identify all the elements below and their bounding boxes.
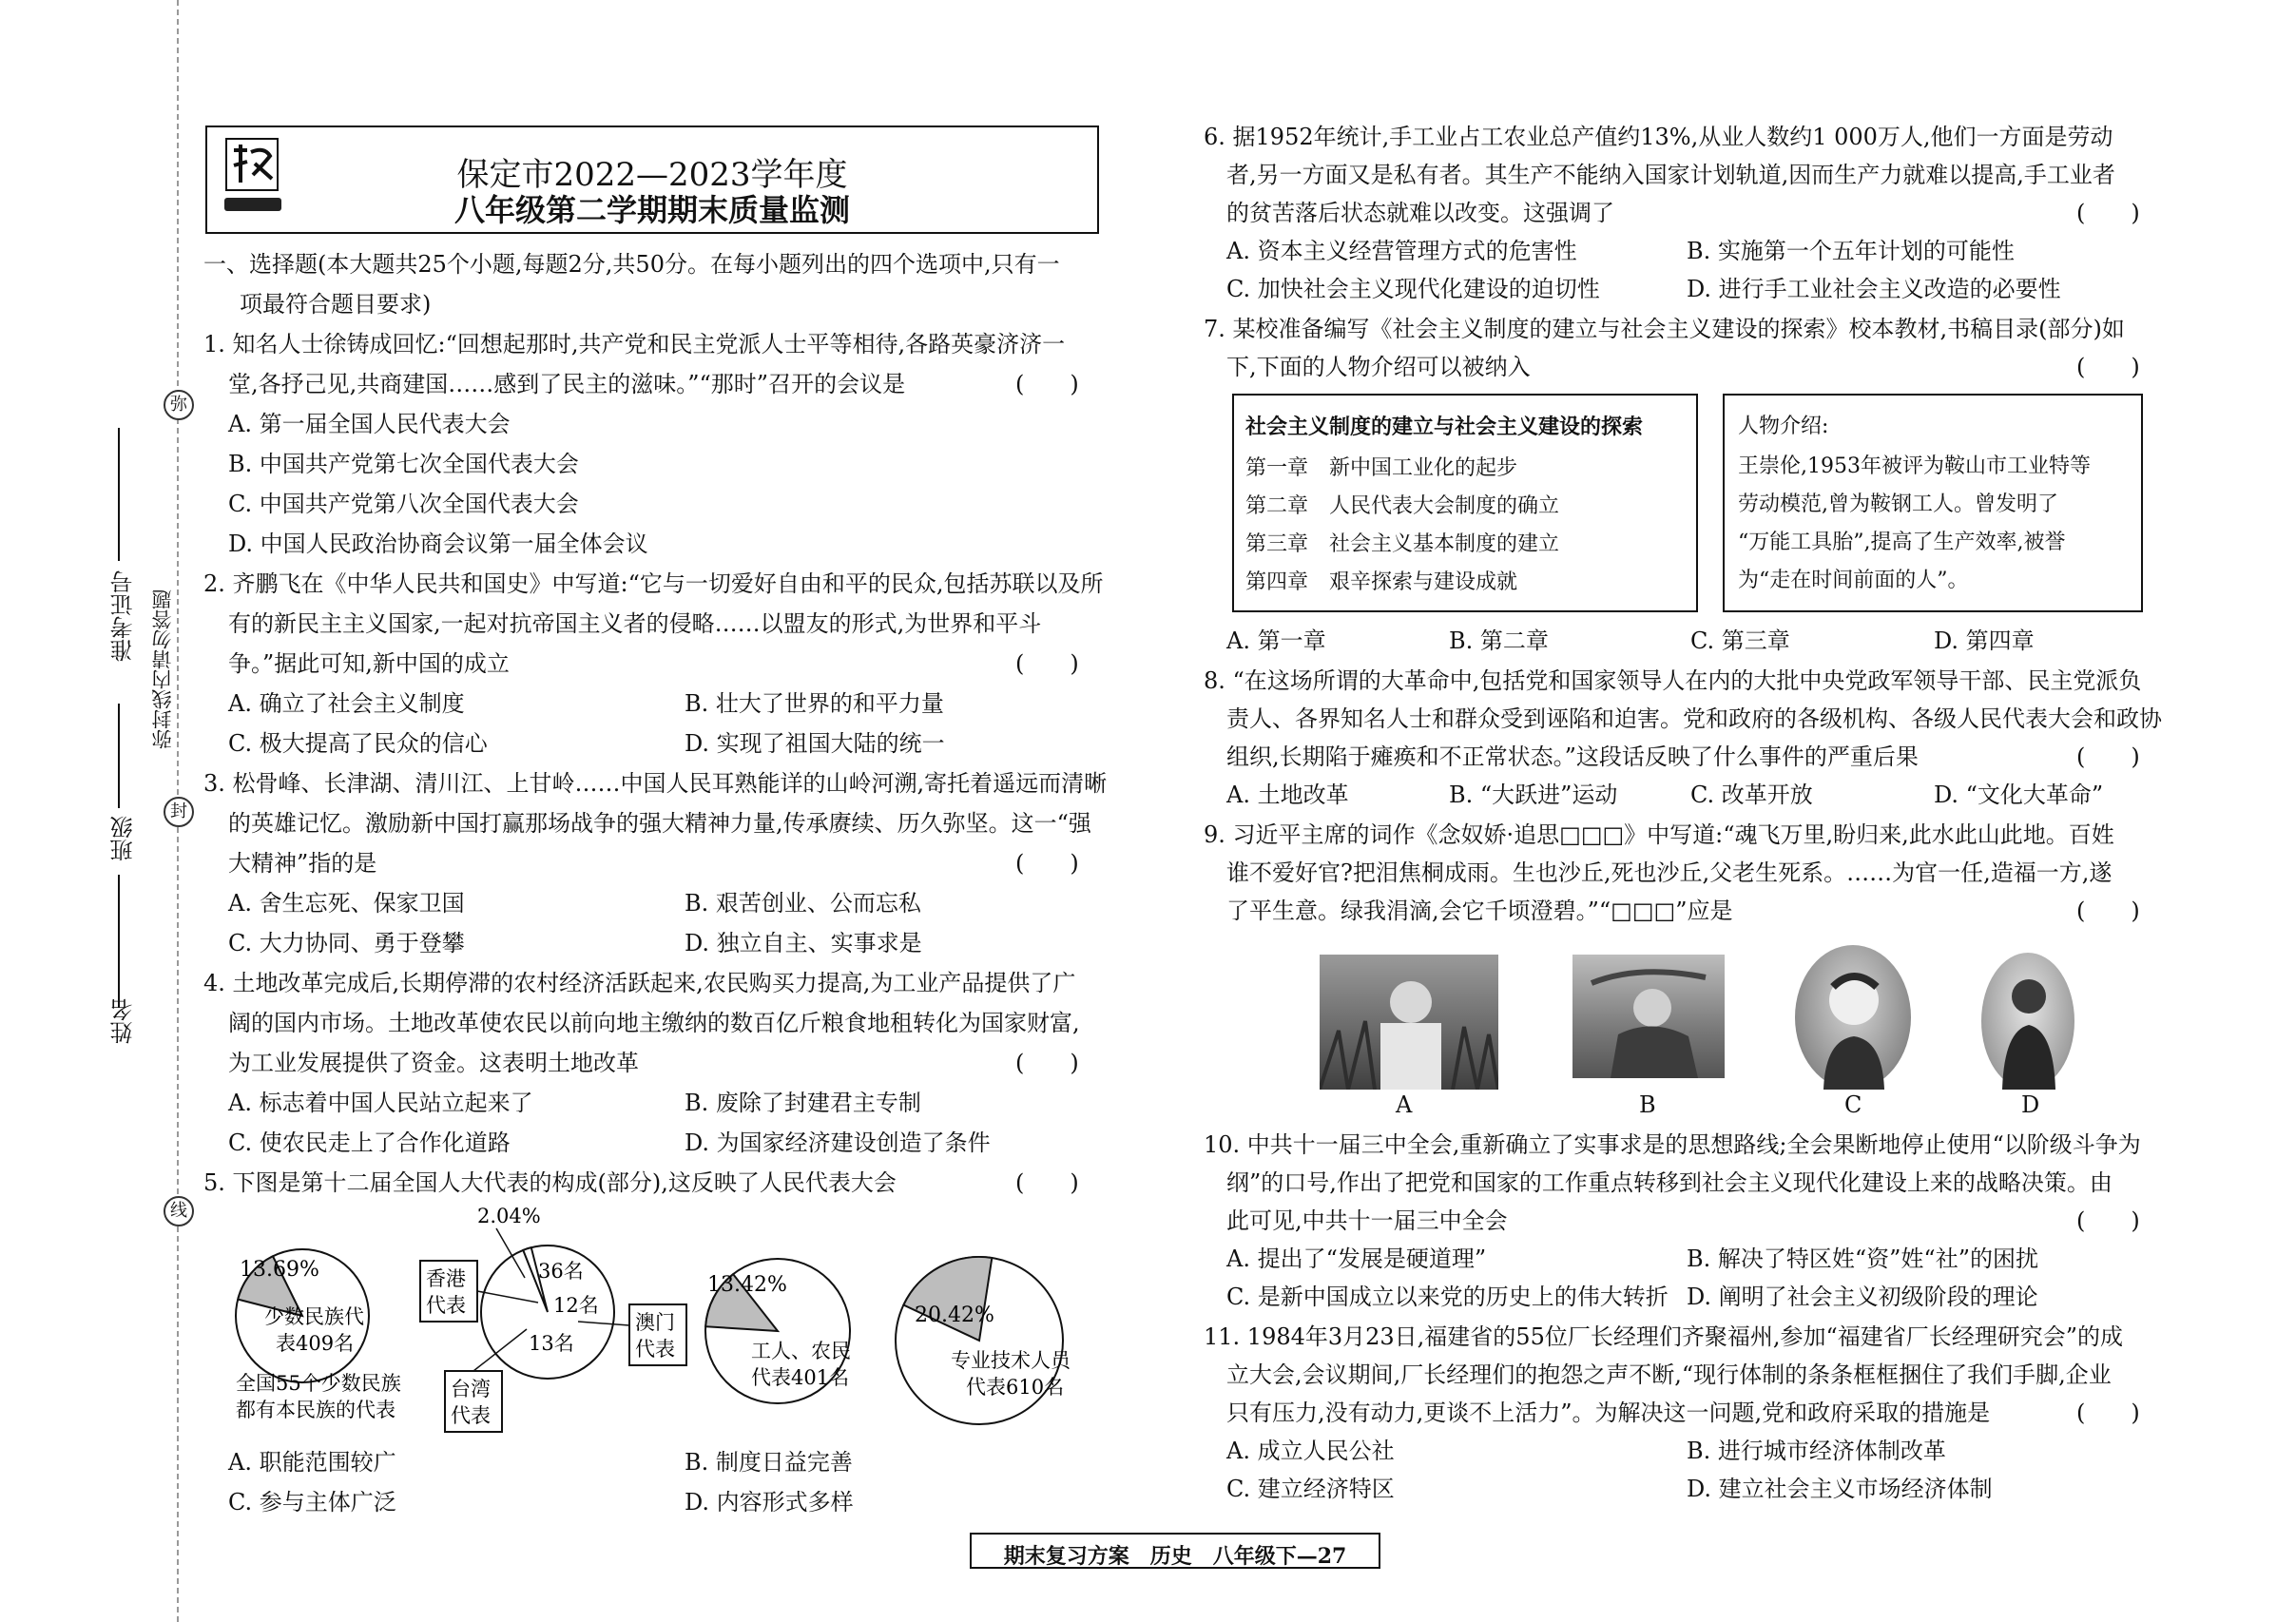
pie1-label-l2: 表409名 [276,1332,355,1355]
callout-macau-l2: 代表 [635,1338,675,1361]
footer-text: 期末复习方案 历史 八年级下—27 [1003,1544,1347,1569]
pie-professionals [896,1257,1063,1424]
q1-option-a[interactable]: A. 第一届全国人民代表大会 [228,411,511,437]
toc-title: 社会主义制度的建立与社会主义建设的探索 [1245,415,1644,439]
seal-char-2: 封 [164,797,194,827]
q4-stem-cont2: 为工业发展提供了资金。这表明土地改革 [228,1050,639,1076]
pie4-pct: 20.42% [915,1303,994,1327]
q10-option-d[interactable]: D. 阐明了社会主义初级阶段的理论 [1687,1284,2038,1310]
q5-pie-figure [219,1200,1093,1438]
seal-notice: 弥封线内请勿答题 [151,589,174,749]
q8-option-d[interactable]: D. “文化大革命” [1934,782,2104,808]
minority-note-l2: 都有本民族的代表 [236,1399,396,1421]
q11-option-d[interactable]: D. 建立社会主义市场经济体制 [1687,1476,1993,1502]
callout-hongkong-l2: 代表 [426,1294,466,1317]
q11-option-b[interactable]: B. 进行城市经济体制改革 [1687,1438,1946,1464]
historical-portrait-image [1981,953,2074,1090]
q3-option-d[interactable]: D. 独立自主、实事求是 [685,930,922,956]
q7-stem-cont: 下,下面的人物介绍可以被纳入 [1226,354,1531,380]
q4-option-b[interactable]: B. 废除了封建君主专制 [685,1090,921,1116]
pie3-label-l1: 工人、农民 [751,1340,851,1362]
q2-option-b[interactable]: B. 壮大了世界的和平力量 [685,690,944,717]
q6-option-d[interactable]: D. 进行手工业社会主义改造的必要性 [1687,276,2061,302]
q11-stem-cont2: 只有压力,没有动力,更谈不上活力”。为解决这一问题,党和政府采取的措施是 [1226,1400,1991,1426]
q6-answer-blank[interactable]: ( ) [2076,200,2140,226]
q1-option-c[interactable]: C. 中国共产党第八次全国代表大会 [228,491,579,517]
q10-stem: 10. 中共十一届三中全会,重新确立了实事求是的思想路线;全会果断地停止使用“以阶级斗争为 [1204,1131,2141,1158]
q11-stem: 11. 1984年3月23日,福建省的55位厂长经理们齐聚福州,参加“福建省厂长经理研究会”的成 [1204,1323,2124,1350]
q5-answer-blank[interactable]: ( ) [1015,1169,1079,1196]
name-line[interactable] [118,875,120,1008]
section-title-cont: 项最符合题目要求) [240,291,432,318]
q7-answer-blank[interactable]: ( ) [2076,354,2140,380]
photo-label-b: B [1639,1091,1656,1118]
q1-option-d[interactable]: D. 中国人民政治协商会议第一届全体会议 [228,531,648,557]
q6-option-b[interactable]: B. 实施第一个五年计划的可能性 [1687,238,2015,264]
q1-answer-blank[interactable]: ( ) [1015,371,1079,397]
q2-stem-cont: 有的新民主主义国家,一起对抗帝国主义者的侵略……以盟友的形式,为世界和平斗 [228,610,1042,637]
callout-taiwan-l2: 代表 [451,1404,491,1427]
page-footer [970,1533,1380,1569]
q7-toc-box [1232,394,1698,612]
q8-answer-blank[interactable]: ( ) [2076,743,2140,770]
seal-char-3: 线 [164,1196,194,1226]
q3-stem: 3. 松骨峰、长津湖、清川江、上甘岭……中国人民耳熟能详的山岭河溯,寄托着遥远而清晰 [203,770,1108,797]
q6-stem: 6. 据1952年统计,手工业占工农业总产值约13%,从业人数约1 000万人,他们一方面是劳动 [1204,124,2113,150]
q7-option-a[interactable]: A. 第一章 [1226,628,1326,654]
pie2-pct: 2.04% [477,1205,541,1227]
q10-option-b[interactable]: B. 解决了特区姓“资”姓“社”的困扰 [1687,1245,2038,1272]
photo-label-a: A [1396,1091,1413,1118]
q8-stem-cont: 责人、各界知名人士和群众受到诬陷和迫害。党和政府的各级机构、各级人民代表大会和政协 [1226,705,2162,732]
q4-option-a[interactable]: A. 标志着中国人民站立起来了 [228,1090,533,1116]
q7-stem: 7. 某校准备编写《社会主义制度的建立与社会主义建设的探索》校本教材,书稿目录(部分)如 [1204,316,2125,342]
exam-title-line2: 八年级第二学期期末质量监测 [453,192,850,228]
q9-stem: 9. 习近平主席的词作《念奴娇·追思□□□》中写道:“魂飞万里,盼归来,此水此山此地。百姓 [1204,821,2114,848]
q10-option-c[interactable]: C. 是新中国成立以来党的历史上的伟大转折 [1226,1284,1669,1310]
exam-title-line1: 保定市2022—2023学年度 [456,156,848,194]
q11-option-a[interactable]: A. 成立人民公社 [1226,1438,1395,1464]
q4-stem-cont: 阔的国内市场。土地改革使农民以前向地主缴纳的数百亿斤粮食地租转化为国家财富, [228,1010,1080,1036]
class-line[interactable] [118,704,120,808]
q3-stem-cont: 的英雄记忆。激励新中国打赢那场战争的强大精神力量,传承赓续、历久弥坚。这一“强 [228,810,1091,837]
q4-stem: 4. 土地改革完成后,长期停滞的农村经济活跃起来,农民购买力提高,为工业产品提供了广 [203,970,1076,996]
photo-option-c[interactable] [1795,945,1911,1090]
q2-option-c[interactable]: C. 极大提高了民众的信心 [228,730,488,757]
q10-stem-cont2: 此可见,中共十一届三中全会 [1226,1207,1508,1234]
bio-title: 人物介绍: [1738,415,1829,438]
callout-hongkong-l1: 香港 [426,1267,466,1290]
photo-label-d: D [2021,1091,2040,1118]
q2-answer-blank[interactable]: ( ) [1015,650,1079,677]
q2-option-d[interactable]: D. 实现了祖国大陆的统一 [685,730,945,757]
q4-option-d[interactable]: D. 为国家经济建设创造了条件 [685,1130,991,1156]
photo-option-b[interactable] [1572,955,1725,1078]
person-in-field-image [1320,955,1498,1090]
q2-stem-cont2: 争。”据此可知,新中国的成立 [228,650,510,677]
pie4-label-l2: 代表610名 [966,1376,1065,1399]
q11-option-c[interactable]: C. 建立经济特区 [1226,1476,1395,1502]
person-in-mud-image [1572,955,1725,1078]
q2-option-a[interactable]: A. 确立了社会主义制度 [228,690,465,717]
name-label: 姓名 [110,998,137,1044]
pie3-pct: 13.42% [707,1273,787,1297]
q7-option-b[interactable]: B. 第二章 [1449,628,1549,654]
q7-option-d[interactable]: D. 第四章 [1934,628,2035,654]
pie1-pct: 13.69% [240,1258,319,1282]
q11-answer-blank[interactable]: ( ) [2076,1400,2140,1426]
photo-option-a[interactable] [1320,955,1498,1090]
title-box [205,126,1099,234]
q5-option-a[interactable]: A. 职能范围较广 [228,1449,396,1476]
minority-note-l1: 全国55个少数民族 [236,1372,401,1395]
q9-stem-cont2: 了平生意。绿我涓滴,会它千顷澄碧。”“□□□”应是 [1226,898,1733,924]
q10-stem-cont: 纲”的口号,作出了把党和国家的工作重点转移到社会主义现代化建设上来的战略决策。由 [1226,1169,2113,1196]
bio-line-2: 劳动模范,曾为鞍钢工人。曾发明了 [1738,492,2058,516]
q11-stem-cont: 立大会,会议期间,厂长经理们的抱怨之声不断,“现行体制的条条框框捆住了我们手脚,企业 [1226,1361,2112,1388]
pie2-count-tw: 13名 [529,1332,574,1355]
photo-option-d[interactable] [1981,953,2074,1090]
q3-option-a[interactable]: A. 舍生忘死、保家卫国 [228,890,465,917]
pie2-count-hk: 36名 [538,1260,584,1283]
photo-label-c: C [1844,1091,1862,1118]
q8-option-c[interactable]: C. 改革开放 [1690,782,1813,808]
pie1-label-l1: 少数民族代 [264,1305,364,1328]
bio-line-3: “万能工具胎”,提高了生产效率,被誉 [1738,531,2066,554]
q1-stem-cont: 堂,各抒己见,共商建国……感到了民主的滋味。”“那时”召开的会议是 [228,371,906,397]
q3-stem-cont2: 大精神”指的是 [228,850,377,877]
q9-answer-blank[interactable]: ( ) [2076,898,2140,924]
q8-stem: 8. “在这场所谓的大革命中,包括党和国家领导人在内的大批中央党政军领导干部、民主党派负 [1204,667,2142,694]
section-title: 一、选择题(本大题共25个小题,每题2分,共50分。在每小题列出的四个选项中,只有一 [203,251,1060,278]
q6-option-c[interactable]: C. 加快社会主义现代化建设的迫切性 [1226,276,1600,302]
class-label: 班级 [110,816,137,861]
pie4-label-l1: 专业技术人员 [951,1349,1071,1372]
q5-option-b[interactable]: B. 制度日益完善 [685,1449,853,1476]
q1-stem: 1. 知名人士徐铸成回忆:“回想起那时,共产党和民主党派人士平等相待,各路英豪济济一 [203,331,1066,357]
q5-option-c[interactable]: C. 参与主体广泛 [228,1489,396,1516]
toc-chapter-2: 第二章 人民代表大会制度的确立 [1245,494,1560,518]
seal-char-1: 弥 [164,390,194,420]
q3-option-c[interactable]: C. 大力协同、勇于登攀 [228,930,465,956]
q5-option-d[interactable]: D. 内容形式多样 [685,1489,854,1516]
q8-option-a[interactable]: A. 土地改革 [1226,782,1349,808]
q2-stem: 2. 齐鹏飞在《中华人民共和国史》中写道:“它与一切爱好自由和平的民众,包括苏联以及所 [203,570,1104,597]
callout-taiwan-l1: 台湾 [451,1378,491,1400]
q6-stem-cont: 者,另一方面又是私有者。其生产不能纳入国家计划轨道,因而生产力就难以提高,手工业者 [1226,162,2115,188]
toc-chapter-3: 第三章 社会主义基本制度的建立 [1245,532,1560,556]
q3-option-b[interactable]: B. 艰苦创业、公而忘私 [685,890,921,917]
exam-number-line[interactable] [118,428,120,561]
q3-answer-blank[interactable]: ( ) [1015,850,1079,877]
q9-stem-cont: 谁不爱好官?把泪焦桐成雨。生也沙丘,死也沙丘,父老生死系。……为官一任,造福一方,遂 [1226,859,2113,886]
official-portrait-image [1795,945,1911,1090]
q5-stem: 5. 下图是第十二届全国人大代表的构成(部分),这反映了人民代表大会 [203,1169,897,1196]
q1-option-b[interactable]: B. 中国共产党第七次全国代表大会 [228,451,579,477]
callout-macau-l1: 澳门 [635,1311,675,1334]
q7-bio-box [1723,394,2143,612]
bio-line-4: 为“走在时间前面的人”。 [1738,569,1969,592]
q4-answer-blank[interactable]: ( ) [1015,1050,1079,1076]
q8-option-b[interactable]: B. “大跃进”运动 [1449,782,1618,808]
q6-option-a[interactable]: A. 资本主义经营管理方式的危害性 [1226,238,1577,264]
pie2-count-mo: 12名 [553,1294,599,1317]
q8-stem-cont2: 组织,长期陷于瘫痪和不正常状态。”这段话反映了什么事件的严重后果 [1226,743,1919,770]
toc-chapter-4: 第四章 艰辛探索与建设成就 [1245,570,1518,594]
q4-option-c[interactable]: C. 使农民走上了合作化道路 [228,1130,511,1156]
q7-option-c[interactable]: C. 第三章 [1690,628,1790,654]
pie3-label-l2: 代表401名 [751,1366,850,1389]
q10-option-a[interactable]: A. 提出了“发展是硬道理” [1226,1245,1487,1272]
bio-line-1: 王崇伦,1953年被评为鞍山市工业特等 [1738,454,2091,478]
q10-answer-blank[interactable]: ( ) [2076,1207,2140,1234]
toc-chapter-1: 第一章 新中国工业化的起步 [1245,456,1518,480]
q6-stem-cont2: 的贫苦落后状态就难以改变。这强调了 [1226,200,1614,226]
exam-number-label: 准考证号 [110,570,137,662]
